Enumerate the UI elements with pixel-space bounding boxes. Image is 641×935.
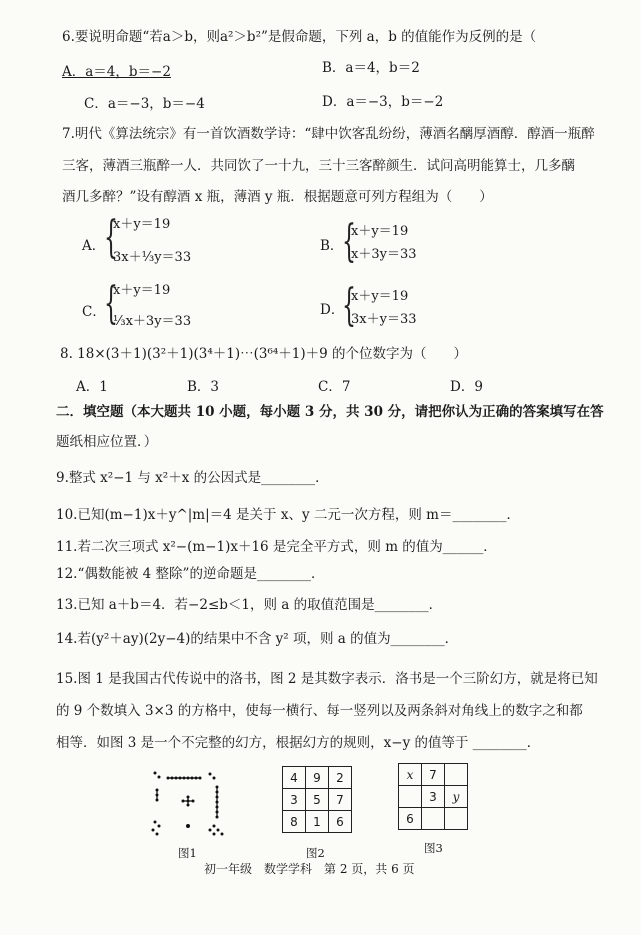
q7-option-d-eq1: x＋y＝19 [351, 289, 409, 304]
fig3-cell: x [399, 764, 422, 786]
q9: 9.整式 x²−1 与 x²＋x 的公因式是________． [56, 470, 329, 486]
fig2-cell: 3 [283, 789, 306, 811]
q6-option-c: C．a＝−3，b＝−4 [84, 96, 205, 112]
fig2-cell: 4 [283, 767, 306, 789]
q15-line3: 相等．如图 3 是一个不完整的幻方，根据幻方的规则，x−y 的值等于 ________． [56, 735, 541, 751]
figure2-caption: 图2 [306, 846, 325, 860]
fig2-cell: 8 [283, 811, 306, 833]
q7-option-c-eq1: x＋y＝19 [113, 283, 171, 298]
q7-option-a-eq1: x＋y＝19 [113, 217, 171, 232]
section2-header-line1: 二．填空题（本大题共 10 小题，每小题 3 分，共 30 分，请把你认为正确的答案填写在答 [56, 404, 604, 420]
q7-option-d-label: D． [320, 302, 345, 318]
section2-header-line2: 题纸相应位置．） [56, 434, 158, 450]
figure1-caption: 图1 [178, 846, 197, 860]
fig3-cell [445, 764, 468, 786]
q11: 11.若二次三项式 x²−(m−1)x＋16 是完全平方式，则 m 的值为______． [56, 539, 497, 555]
figure3-caption: 图3 [424, 841, 443, 855]
fig3-cell: 3 [422, 786, 445, 808]
fig2-cell: 2 [329, 767, 352, 789]
fig2-cell: 1 [306, 811, 329, 833]
fig2-cell: 6 [329, 811, 352, 833]
q7-option-c-eq2: ⅓x＋3y＝33 [113, 314, 192, 329]
q7-option-d-eq2: 3x＋y＝33 [351, 312, 417, 327]
q7-option-b-label: B． [320, 238, 344, 254]
q7-option-c-label: C． [82, 304, 106, 320]
q15-line2: 的 9 个数填入 3×3 的方格中，使每一横行、每一竖列以及两条斜对角线上的数字之和都 [56, 703, 583, 719]
fig3-cell: 6 [399, 808, 422, 830]
q7-line1: 7.明代《算法统宗》有一首饮酒数学诗：“肆中饮客乱纷纷，薄酒名醨厚酒醇．醇酒一瓶醉 [62, 126, 595, 142]
q7-option-a-brace: { [104, 212, 118, 263]
q15-line1: 15.图 1 是我国古代传说中的洛书，图 2 是其数字表示．洛书是一个三阶幻方，就是将已知 [56, 671, 598, 687]
q8-stem: 8. 18×(3＋1)(3²＋1)(3⁴＋1)⋯(3⁶⁴＋1)＋9 的个位数字为（ ） [60, 346, 468, 362]
q8-option-c: C．7 [318, 379, 351, 395]
fig3-cell: 7 [422, 764, 445, 786]
figure2-magic-square [282, 766, 352, 833]
q7-option-c-brace: { [104, 278, 118, 329]
q14: 14.若(y²＋ay)(2y−4)的结果中不含 y² 项，则 a 的值为________． [56, 631, 459, 647]
q7-line3: 酒几多醉？”设有醇酒 x 瓶，薄酒 y 瓶．根据题意可列方程组为（ ） [62, 189, 493, 205]
q7-option-b-brace: { [342, 216, 356, 267]
q8-option-a: A．1 [76, 379, 108, 395]
q6-option-b: B．a＝4，b＝2 [322, 60, 420, 76]
fig3-cell [445, 808, 468, 830]
q7-option-a-label: A． [82, 238, 106, 254]
q12: 12.“偶数能被 4 整除”的逆命题是________． [56, 566, 325, 582]
q10: 10.已知(m−1)x＋y^|m|＝4 是关于 x、y 二元一次方程，则 m＝________． [56, 507, 520, 523]
page-footer: 初一年级 数学学科 第 2 页，共 6 页 [204, 862, 415, 876]
fig3-cell [422, 808, 445, 830]
q7-option-d-brace: { [342, 280, 356, 331]
q7-option-b-eq2: x＋3y＝33 [351, 247, 417, 262]
q6-stem: 6.要说明命题“若a＞b，则a²＞b²”是假命题，下列 a，b 的值能作为反例的是（ [62, 29, 537, 45]
q13: 13.已知 a＋b＝4．若−2≤b＜1，则 a 的取值范围是________． [56, 597, 443, 613]
q8-option-b: B．3 [187, 379, 220, 395]
q6-option-a: A．a＝4，b＝−2 [62, 64, 171, 80]
fig2-cell: 7 [329, 789, 352, 811]
q8-option-d: D．9 [450, 379, 483, 395]
figure3-magic-square [398, 763, 468, 830]
q7-option-a-eq2: 3x＋⅓y＝33 [113, 250, 192, 265]
q7-line2: 三客，薄酒三瓶醉一人．共同饮了一十九，三十三客醉颜生．试问高明能算士，几多醨 [62, 158, 575, 174]
q6-option-d: D．a＝−3，b＝−2 [322, 94, 444, 110]
fig3-cell [399, 786, 422, 808]
fig2-cell: 5 [306, 789, 329, 811]
fig3-cell: y [445, 786, 468, 808]
figure1-luoshu [148, 770, 228, 840]
fig2-cell: 9 [306, 767, 329, 789]
q7-option-b-eq1: x＋y＝19 [351, 224, 409, 239]
